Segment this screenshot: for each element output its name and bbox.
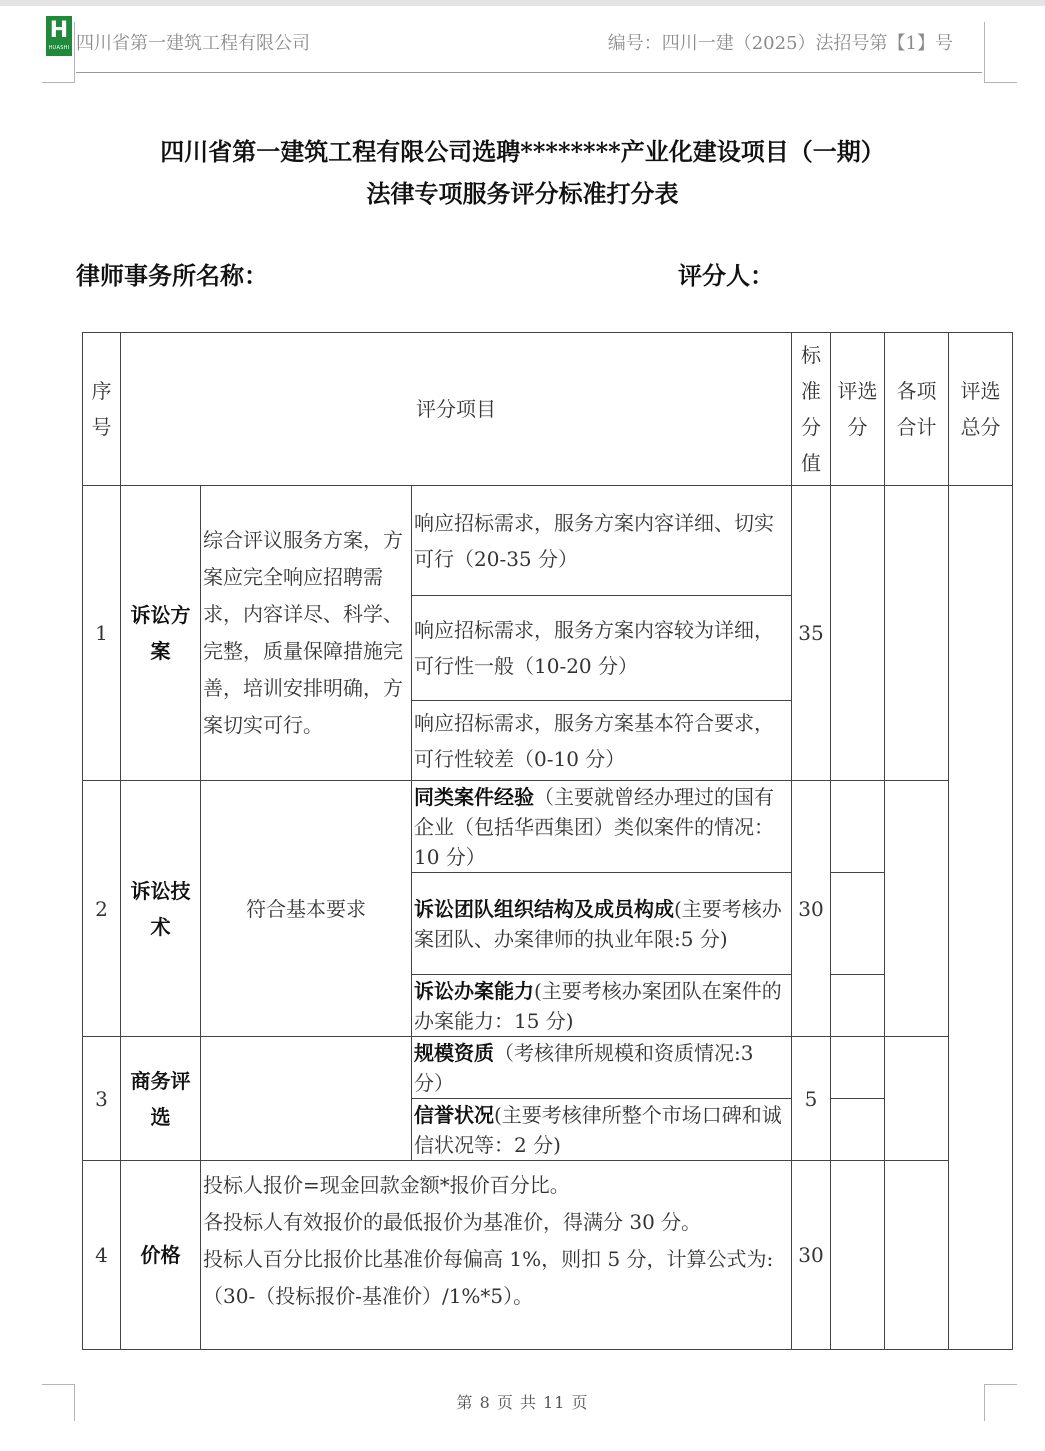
row3-score-cell-2[interactable]: [831, 1099, 885, 1161]
document-title-line2: 法律专项服务评分标准打分表: [366, 179, 679, 208]
header-standard: 标 准 分 值: [792, 333, 831, 486]
top-bar: [0, 0, 1045, 6]
table-row: [83, 1161, 1013, 1350]
table-row: [83, 486, 1013, 596]
row4-price-rules: [201, 1161, 792, 1350]
header-total: 评选 总分: [949, 333, 1013, 486]
row4-standard: 30: [792, 1161, 831, 1350]
document-title-line1: 四川省第一建筑工程有限公司选聘********产业化建设项目（一期）: [160, 137, 885, 166]
company-logo: [46, 16, 72, 56]
row3-score-cell-1[interactable]: [831, 1037, 885, 1099]
header-seq: 序 号: [83, 333, 121, 486]
row1-seq: 1: [83, 486, 121, 781]
row3-subtotal-cell[interactable]: [885, 1037, 949, 1161]
scoring-table: [82, 332, 1013, 1350]
row2-standard: 30: [792, 781, 831, 1037]
price-rule-1: 投标人报价=现金回款金额*报价百分比。: [203, 1173, 570, 1197]
crop-mark-top-right: [984, 22, 1017, 83]
row3-criterion-1: 规模资质（考核律所规模和资质情况:3 分）: [412, 1037, 792, 1099]
row2-criterion-3: 诉讼办案能力(主要考核办案团队在案件的办案能力：15 分): [412, 975, 792, 1037]
row2-score-cell-3[interactable]: [831, 975, 885, 1037]
row2-description: 符合基本要求: [201, 781, 412, 1037]
table-header-row: [83, 333, 1013, 486]
row1-score-cell[interactable]: [831, 486, 885, 781]
total-score-cell[interactable]: [949, 486, 1013, 1350]
row2-criterion-1: 同类案件经验（主要就曾经办理过的国有企业（包括华西集团）类似案件的情况：10 分）: [412, 781, 792, 873]
logo-letter: H: [49, 18, 69, 43]
table-row: [83, 781, 1013, 873]
header-company: 四川省第一建筑工程有限公司: [76, 33, 310, 54]
row2-criterion-2: 诉讼团队组织结构及成员构成(主要考核办案团队、办案律师的执业年限:5 分): [412, 873, 792, 975]
row2-score-cell-1[interactable]: [831, 781, 885, 873]
row3-criterion-2: 信誉状况(主要考核律所整个市场口碑和诚信状况等：2 分): [412, 1099, 792, 1161]
row1-criterion-2: 响应招标需求，服务方案内容较为详细，可行性一般（10-20 分）: [412, 596, 792, 701]
header-divider: [76, 72, 982, 73]
logo-text: HUASHI: [48, 45, 70, 51]
firm-name-label: 律师事务所名称：: [76, 261, 268, 290]
header-doc-number: 编号：四川一建（2025）法招号第【1】号: [607, 33, 953, 54]
price-rule-2: 各投标人有效报价的最低报价为基准价，得满分 30 分。: [203, 1210, 702, 1234]
row1-name: 诉讼方案: [121, 486, 201, 781]
header-score: 评选 分: [831, 333, 885, 486]
row1-description: 综合评议服务方案，方案应完全响应招聘需求，内容详尽、科学、完整，质量保障措施完善，培训安排明确，方案切实可行。: [201, 486, 412, 781]
table-row: [83, 1037, 1013, 1099]
header-item: 评分项目: [121, 333, 792, 486]
page-number: 第 8 页 共 11 页: [456, 1393, 589, 1412]
row2-seq: 2: [83, 781, 121, 1037]
row3-description: [201, 1037, 412, 1161]
row1-criterion-1: 响应招标需求，服务方案内容详细、切实可行（20-35 分）: [412, 486, 792, 596]
row4-score-cell[interactable]: [831, 1161, 885, 1350]
row1-standard: 35: [792, 486, 831, 781]
row3-seq: 3: [83, 1037, 121, 1161]
row3-name: 商务评选: [121, 1037, 201, 1161]
row4-name: 价格: [121, 1161, 201, 1350]
row1-subtotal-cell[interactable]: [885, 486, 949, 781]
row1-criterion-3: 响应招标需求，服务方案基本符合要求，可行性较差（0-10 分）: [412, 701, 792, 781]
row2-name: 诉讼技术: [121, 781, 201, 1037]
row3-standard: 5: [792, 1037, 831, 1161]
row2-subtotal-cell[interactable]: [885, 781, 949, 1037]
scorer-label: 评分人：: [678, 261, 774, 290]
header-subtotal: 各项 合计: [885, 333, 949, 486]
row4-seq: 4: [83, 1161, 121, 1350]
price-rule-3: 投标人百分比报价比基准价每偏高 1%，则扣 5 分，计算公式为:（30-（投标报价-基准价）/1%*5）。: [203, 1247, 774, 1308]
row4-subtotal-cell[interactable]: [885, 1161, 949, 1350]
row2-score-cell-2[interactable]: [831, 873, 885, 975]
